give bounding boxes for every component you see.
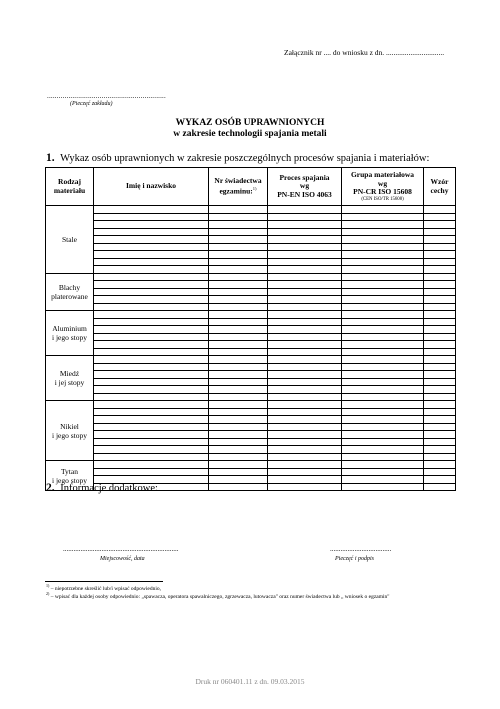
blank-cell[interactable] <box>94 416 209 424</box>
blank-cell[interactable] <box>209 408 268 416</box>
blank-cell[interactable] <box>268 221 342 229</box>
blank-cell[interactable] <box>209 326 268 334</box>
blank-cell[interactable] <box>342 378 424 386</box>
blank-cell[interactable] <box>424 221 456 229</box>
table-row <box>46 363 456 371</box>
table-row <box>46 326 456 334</box>
blank-cell[interactable] <box>209 236 268 244</box>
place-date-line: .................................................................. <box>63 545 179 553</box>
blank-cell[interactable] <box>424 251 456 259</box>
blank-cell[interactable] <box>94 333 209 341</box>
blank-cell[interactable] <box>94 288 209 296</box>
blank-cell[interactable] <box>94 326 209 334</box>
table-row <box>46 236 456 244</box>
blank-cell[interactable] <box>424 431 456 439</box>
blank-cell[interactable] <box>424 318 456 326</box>
blank-cell[interactable] <box>94 303 209 311</box>
blank-cell[interactable] <box>209 213 268 221</box>
blank-cell[interactable] <box>268 393 342 401</box>
blank-cell[interactable] <box>94 296 209 304</box>
blank-cell[interactable] <box>94 348 209 356</box>
blank-cell[interactable] <box>424 296 456 304</box>
blank-cell[interactable] <box>342 356 424 364</box>
blank-cell[interactable] <box>268 483 342 491</box>
blank-cell[interactable] <box>424 483 456 491</box>
blank-cell[interactable] <box>424 243 456 251</box>
material-cell: Miedź i jej stopy <box>46 356 94 401</box>
blank-cell[interactable] <box>268 236 342 244</box>
material-cell: Tytan i jego stopy <box>46 461 94 491</box>
blank-cell[interactable] <box>209 416 268 424</box>
table-row <box>46 423 456 431</box>
blank-cell[interactable] <box>424 236 456 244</box>
blank-cell[interactable] <box>424 281 456 289</box>
blank-cell[interactable] <box>424 408 456 416</box>
blank-cell[interactable] <box>424 416 456 424</box>
table-row <box>46 408 456 416</box>
blank-cell[interactable] <box>268 326 342 334</box>
blank-cell[interactable] <box>94 438 209 446</box>
blank-cell[interactable] <box>209 378 268 386</box>
table-row <box>46 453 456 461</box>
blank-cell[interactable] <box>268 348 342 356</box>
blank-cell[interactable] <box>268 266 342 274</box>
blank-cell[interactable] <box>342 236 424 244</box>
blank-cell[interactable] <box>209 288 268 296</box>
table-row <box>46 228 456 236</box>
blank-cell[interactable] <box>342 483 424 491</box>
table-row <box>46 221 456 229</box>
blank-cell[interactable] <box>424 348 456 356</box>
table-row <box>46 401 456 409</box>
blank-cell[interactable] <box>209 333 268 341</box>
blank-cell[interactable] <box>268 461 342 469</box>
blank-cell[interactable] <box>342 228 424 236</box>
table-row <box>46 288 456 296</box>
blank-cell[interactable] <box>342 416 424 424</box>
blank-cell[interactable] <box>94 401 209 409</box>
blank-cell[interactable] <box>342 468 424 476</box>
blank-cell[interactable] <box>268 288 342 296</box>
blank-cell[interactable] <box>424 288 456 296</box>
blank-cell[interactable] <box>268 318 342 326</box>
table-row <box>46 371 456 379</box>
blank-cell[interactable] <box>268 281 342 289</box>
blank-cell[interactable] <box>342 206 424 214</box>
blank-cell[interactable] <box>94 236 209 244</box>
table-row <box>46 266 456 274</box>
blank-cell[interactable] <box>209 311 268 319</box>
table-row <box>46 416 456 424</box>
blank-cell[interactable] <box>342 243 424 251</box>
blank-cell[interactable] <box>268 228 342 236</box>
table-row <box>46 303 456 311</box>
blank-cell[interactable] <box>268 356 342 364</box>
signature-line: ................................... <box>330 545 392 553</box>
blank-cell[interactable] <box>268 243 342 251</box>
blank-cell[interactable] <box>268 371 342 379</box>
blank-cell[interactable] <box>209 356 268 364</box>
blank-cell[interactable] <box>268 401 342 409</box>
blank-cell[interactable] <box>209 221 268 229</box>
footnote-separator <box>45 581 163 582</box>
blank-cell[interactable] <box>424 206 456 214</box>
blank-cell[interactable] <box>342 288 424 296</box>
blank-cell[interactable] <box>424 378 456 386</box>
blank-cell[interactable] <box>209 318 268 326</box>
blank-cell[interactable] <box>424 453 456 461</box>
section-2-text: Informacje dodatkowe: <box>60 483 158 494</box>
table-row <box>46 206 456 214</box>
blank-cell[interactable] <box>94 281 209 289</box>
blank-cell[interactable] <box>209 423 268 431</box>
blank-cell[interactable] <box>94 446 209 454</box>
blank-cell[interactable] <box>342 363 424 371</box>
blank-cell[interactable] <box>424 401 456 409</box>
table-row <box>46 333 456 341</box>
blank-cell[interactable] <box>209 273 268 281</box>
blank-cell[interactable] <box>342 326 424 334</box>
table-row <box>46 243 456 251</box>
blank-cell[interactable] <box>342 461 424 469</box>
blank-cell[interactable] <box>424 273 456 281</box>
table-row <box>46 378 456 386</box>
blank-cell[interactable] <box>94 213 209 221</box>
blank-cell[interactable] <box>342 258 424 266</box>
section-1-number: 1. <box>46 152 55 164</box>
blank-cell[interactable] <box>268 476 342 484</box>
blank-cell[interactable] <box>424 461 456 469</box>
stamp-line: ............................................................. <box>47 92 166 100</box>
blank-cell[interactable] <box>342 423 424 431</box>
blank-cell[interactable] <box>94 206 209 214</box>
table-row <box>46 213 456 221</box>
section-2-number: 2. <box>46 482 55 494</box>
table-row <box>46 461 456 469</box>
blank-cell[interactable] <box>209 206 268 214</box>
blank-cell[interactable] <box>342 453 424 461</box>
blank-cell[interactable] <box>342 408 424 416</box>
blank-cell[interactable] <box>424 341 456 349</box>
signature-label: Pieczęć i podpis <box>335 556 374 562</box>
blank-cell[interactable] <box>424 356 456 364</box>
blank-cell[interactable] <box>94 363 209 371</box>
blank-cell[interactable] <box>424 228 456 236</box>
blank-cell[interactable] <box>424 363 456 371</box>
blank-cell[interactable] <box>94 318 209 326</box>
blank-cell[interactable] <box>94 408 209 416</box>
blank-cell[interactable] <box>94 273 209 281</box>
blank-cell[interactable] <box>424 393 456 401</box>
blank-cell[interactable] <box>268 296 342 304</box>
blank-cell[interactable] <box>342 281 424 289</box>
blank-cell[interactable] <box>209 401 268 409</box>
blank-cell[interactable] <box>94 258 209 266</box>
blank-cell[interactable] <box>342 386 424 394</box>
blank-cell[interactable] <box>209 386 268 394</box>
blank-cell[interactable] <box>424 213 456 221</box>
table-row <box>46 393 456 401</box>
blank-cell[interactable] <box>268 468 342 476</box>
blank-cell[interactable] <box>268 251 342 259</box>
table-row <box>46 356 456 364</box>
blank-cell[interactable] <box>209 468 268 476</box>
blank-cell[interactable] <box>94 228 209 236</box>
blank-cell[interactable] <box>209 266 268 274</box>
title-line-2: w zakresie technologii spajania metali <box>173 129 327 139</box>
blank-cell[interactable] <box>209 251 268 259</box>
blank-cell[interactable] <box>94 371 209 379</box>
blank-cell[interactable] <box>94 341 209 349</box>
blank-cell[interactable] <box>268 408 342 416</box>
blank-cell[interactable] <box>268 311 342 319</box>
blank-cell[interactable] <box>94 431 209 439</box>
blank-cell[interactable] <box>209 483 268 491</box>
blank-cell[interactable] <box>268 423 342 431</box>
blank-cell[interactable] <box>209 446 268 454</box>
header-material: Rodzaj materiału <box>46 168 94 206</box>
registry-table <box>45 167 456 491</box>
blank-cell[interactable] <box>424 468 456 476</box>
table-row <box>46 438 456 446</box>
header-certificate: Nr świadectwa egzaminu:$^{1)}$ <box>209 168 268 206</box>
material-cell: Stale <box>46 206 94 274</box>
blank-cell[interactable] <box>342 221 424 229</box>
blank-cell[interactable] <box>424 266 456 274</box>
blank-cell[interactable] <box>342 311 424 319</box>
blank-cell[interactable] <box>342 341 424 349</box>
blank-cell[interactable] <box>209 341 268 349</box>
blank-cell[interactable] <box>424 386 456 394</box>
blank-cell[interactable] <box>209 453 268 461</box>
blank-cell[interactable] <box>424 303 456 311</box>
blank-cell[interactable] <box>94 356 209 364</box>
blank-cell[interactable] <box>424 333 456 341</box>
table-row <box>46 273 456 281</box>
blank-cell[interactable] <box>209 476 268 484</box>
blank-cell[interactable] <box>268 273 342 281</box>
blank-cell[interactable] <box>209 461 268 469</box>
title-line-1: WYKAZ OSÓB UPRAWNIONYCH <box>175 118 325 128</box>
blank-cell[interactable] <box>209 371 268 379</box>
blank-cell[interactable] <box>94 251 209 259</box>
table-row <box>46 468 456 476</box>
table-row <box>46 446 456 454</box>
table-row <box>46 281 456 289</box>
blank-cell[interactable] <box>209 348 268 356</box>
blank-cell[interactable] <box>209 431 268 439</box>
blank-cell[interactable] <box>424 423 456 431</box>
blank-cell[interactable] <box>342 446 424 454</box>
header-sample: Wzór cechy <box>424 168 456 206</box>
blank-cell[interactable] <box>342 318 424 326</box>
blank-cell[interactable] <box>342 333 424 341</box>
blank-cell[interactable] <box>342 251 424 259</box>
blank-cell[interactable] <box>268 258 342 266</box>
blank-cell[interactable] <box>94 461 209 469</box>
blank-cell[interactable] <box>424 258 456 266</box>
blank-cell[interactable] <box>342 213 424 221</box>
blank-cell[interactable] <box>94 468 209 476</box>
place-date-label: Miejscowość, data <box>100 556 145 562</box>
stamp-label: (Pieczęć zakładu) <box>70 101 113 107</box>
blank-cell[interactable] <box>94 378 209 386</box>
blank-cell[interactable] <box>94 453 209 461</box>
blank-cell[interactable] <box>94 393 209 401</box>
blank-cell[interactable] <box>342 401 424 409</box>
blank-cell[interactable] <box>268 363 342 371</box>
blank-cell[interactable] <box>424 371 456 379</box>
blank-cell[interactable] <box>268 386 342 394</box>
footnote-1: $^{1)}$ – niepotrzebne skreślić lub/i wpisać odpowiednio, <box>46 583 161 592</box>
blank-cell[interactable] <box>424 326 456 334</box>
blank-cell[interactable] <box>268 416 342 424</box>
blank-cell[interactable] <box>424 311 456 319</box>
section-2-heading <box>46 482 158 494</box>
table-row <box>46 386 456 394</box>
blank-cell[interactable] <box>209 258 268 266</box>
blank-cell[interactable] <box>268 303 342 311</box>
blank-cell[interactable] <box>209 303 268 311</box>
material-cell: Blachy platerowane <box>46 273 94 311</box>
table-row <box>46 318 456 326</box>
blank-cell[interactable] <box>94 243 209 251</box>
blank-cell[interactable] <box>342 476 424 484</box>
blank-cell[interactable] <box>268 438 342 446</box>
blank-cell[interactable] <box>268 446 342 454</box>
blank-cell[interactable] <box>424 476 456 484</box>
table-row <box>46 251 456 259</box>
section-1-text: Wykaz osób uprawnionych w zakresie poszczególnych procesów spajania i materiałów: <box>60 153 430 164</box>
blank-cell[interactable] <box>342 266 424 274</box>
blank-cell[interactable] <box>209 228 268 236</box>
blank-cell[interactable] <box>268 213 342 221</box>
blank-cell[interactable] <box>268 453 342 461</box>
blank-cell[interactable] <box>342 273 424 281</box>
attachment-note: Załącznik nr .... do wniosku z dn. ............................... <box>284 48 445 57</box>
table-row <box>46 258 456 266</box>
blank-cell[interactable] <box>342 393 424 401</box>
blank-cell[interactable] <box>94 221 209 229</box>
blank-cell[interactable] <box>268 378 342 386</box>
document-title <box>0 118 500 140</box>
blank-cell[interactable] <box>209 281 268 289</box>
blank-cell[interactable] <box>268 333 342 341</box>
blank-cell[interactable] <box>209 243 268 251</box>
footnote-2: $^{2)}$ – wpisać dla każdej osoby odpowiednio: „spawacza, operatora spawalniczego, zgrzewacza, lutowacza" oraz numer świadectwa lub „ wniosek o egzamin" <box>46 591 390 600</box>
table-row <box>46 296 456 304</box>
blank-cell[interactable] <box>424 446 456 454</box>
blank-cell[interactable] <box>94 423 209 431</box>
blank-cell[interactable] <box>209 363 268 371</box>
form-number-footer: Druk nr 060401.11 z dn. 09.03.2015 <box>195 677 305 686</box>
header-name: Imię i nazwisko <box>94 168 209 206</box>
table-header-row <box>46 168 456 206</box>
table-row <box>46 431 456 439</box>
blank-cell[interactable] <box>342 371 424 379</box>
table-row <box>46 311 456 319</box>
blank-cell[interactable] <box>94 311 209 319</box>
blank-cell[interactable] <box>209 438 268 446</box>
blank-cell[interactable] <box>268 341 342 349</box>
header-material-group: Grupa materiałowa wg PN-CR ISO 15608 (CEN ISO/TR 15608) <box>342 168 424 206</box>
blank-cell[interactable] <box>209 296 268 304</box>
material-cell: Aluminium i jego stopy <box>46 311 94 356</box>
blank-cell[interactable] <box>342 348 424 356</box>
header-process: Proces spajania wg PN-EN ISO 4063 <box>268 168 342 206</box>
blank-cell[interactable] <box>268 431 342 439</box>
blank-cell[interactable] <box>342 431 424 439</box>
blank-cell[interactable] <box>209 393 268 401</box>
blank-cell[interactable] <box>342 438 424 446</box>
section-1-heading <box>46 152 429 164</box>
material-cell: Nikiel i jego stopy <box>46 401 94 461</box>
blank-cell[interactable] <box>94 386 209 394</box>
blank-cell[interactable] <box>94 266 209 274</box>
blank-cell[interactable] <box>342 296 424 304</box>
blank-cell[interactable] <box>268 206 342 214</box>
table-row <box>46 341 456 349</box>
blank-cell[interactable] <box>424 438 456 446</box>
table-body <box>46 206 456 491</box>
blank-cell[interactable] <box>342 303 424 311</box>
table-row <box>46 348 456 356</box>
